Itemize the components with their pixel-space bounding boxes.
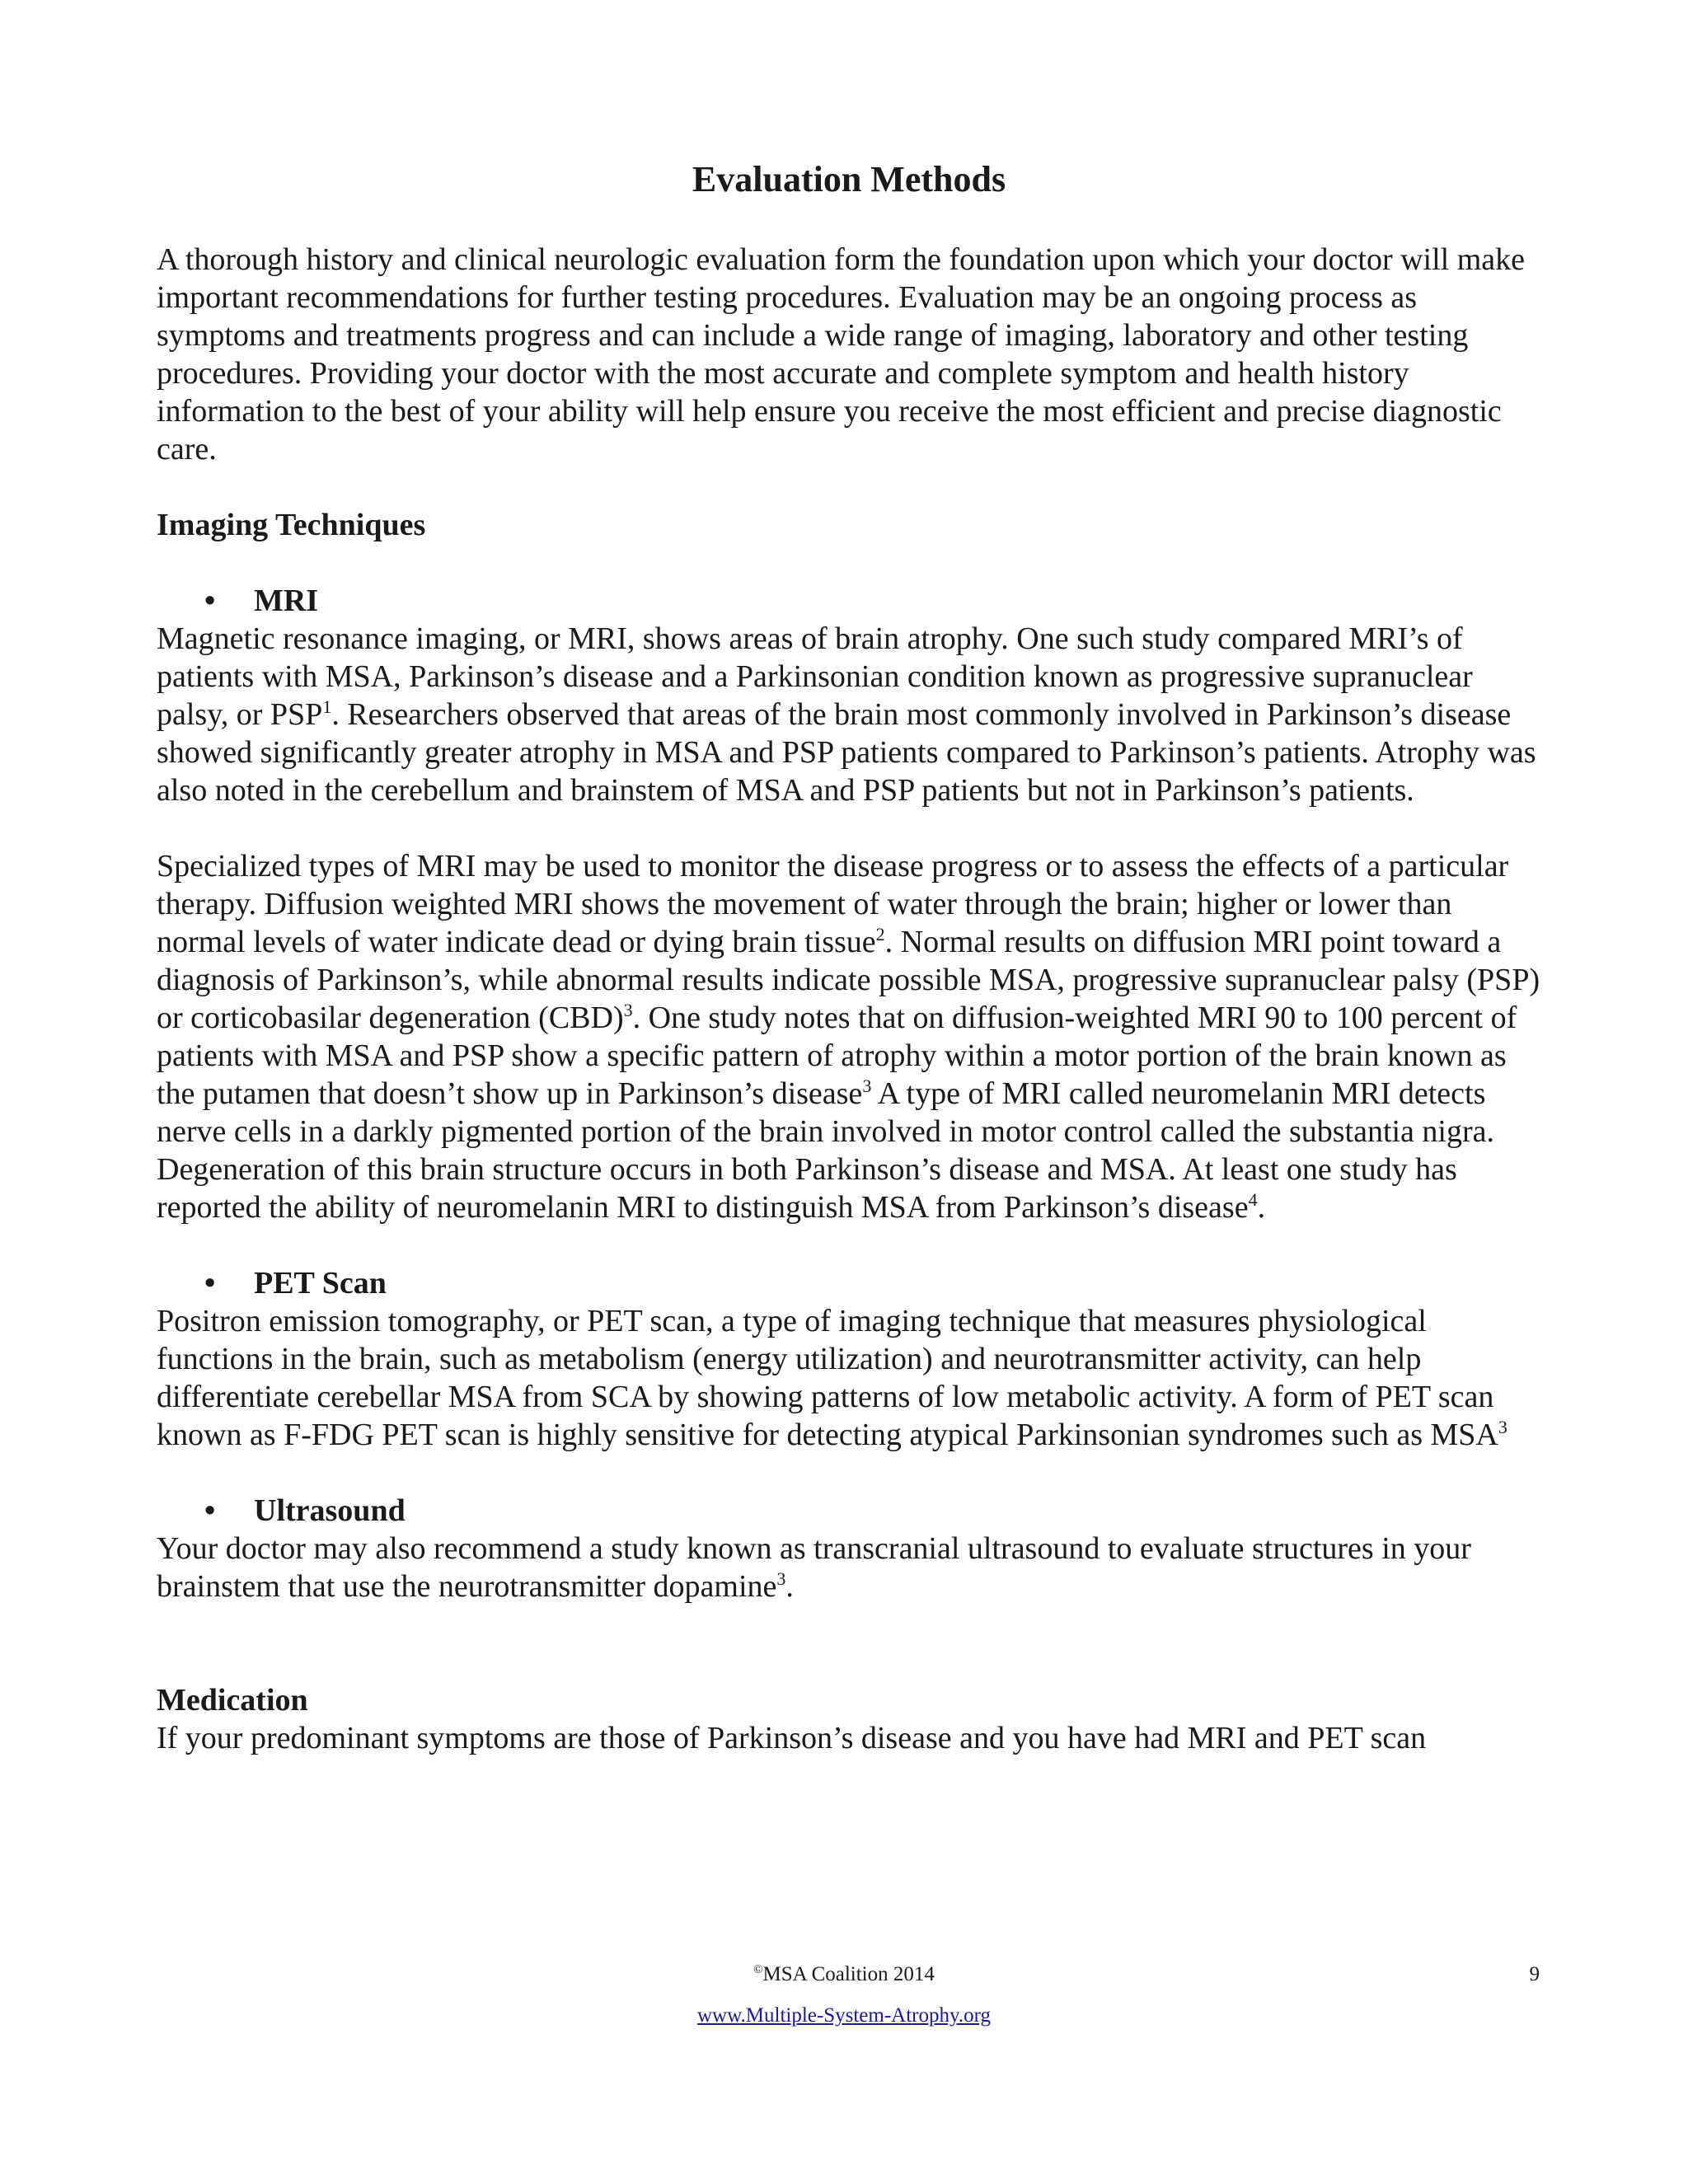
footer-website: [0, 2003, 1688, 2029]
page-number: 9: [1529, 1963, 1540, 1985]
bullet-icon: •: [204, 1493, 216, 1528]
page-title: Evaluation Methods: [692, 159, 1006, 199]
footnote-ref: 3: [623, 1000, 633, 1020]
pet-paragraph: [157, 1302, 1541, 1454]
pet-bullet: [157, 1264, 1541, 1302]
ultrasound-text: Your doctor may also recommend a study known as transcranial ultrasound to evaluate structures in your brainstem that use the neurotransmitter dopamine: [157, 1531, 1471, 1604]
footnote-ref: 4: [1248, 1189, 1258, 1210]
mri-p2-text: Specialized types of MRI may be used to monitor the disease progress or to assess the effects of a particular therapy. Diffusion weighted MRI shows the movement of water through the brain; higher or lower than normal levels of water indicate dead or dying brain tissue: [157, 849, 1509, 959]
mri-p2-text-c: . One study notes that on diffusion-weighted MRI 90 to 100 percent of patients with MSA and PSP show a specific pattern of atrophy within a motor portion of the brain known as the putamen that doesn’t show up in Parkinson’s disease: [157, 1001, 1517, 1111]
mri-p1-text: Magnetic resonance imaging, or MRI, shows areas of brain atrophy. One such study compared MRI’s of patients with MSA, Parkinson’s disease and a Parkinsonian condition known as progressive supranuclear palsy, or PSP: [157, 621, 1473, 732]
footer-copyright: [0, 1961, 1688, 1988]
ultrasound-label: Ultrasound: [254, 1493, 406, 1528]
mri-bullet: [157, 582, 1541, 620]
mri-p2-text-e: .: [1257, 1190, 1266, 1225]
copyright-line: [753, 1963, 935, 1985]
page-content: [157, 155, 1541, 1757]
footnote-ref: 1: [322, 696, 332, 717]
bullet-icon: •: [204, 583, 216, 618]
medication-heading: Medication: [157, 1683, 308, 1718]
footnote-ref: 3: [776, 1568, 786, 1589]
mri-label: MRI: [254, 583, 319, 618]
mri-p1-text-cont: . Researchers observed that areas of the brain most commonly involved in Parkinson’s disease showed significantly greater atrophy in MSA and PSP patients compared to Parkinson’s patients. Atrophy was also noted in the cerebellum and brainstem of MSA and PSP patients but not in Parkinson’s patients.: [157, 697, 1536, 808]
footnote-ref: 3: [1498, 1417, 1507, 1437]
ultrasound-bullet: [157, 1492, 1541, 1530]
pet-text: Positron emission tomography, or PET scan, a type of imaging technique that measures physiological functions in the brain, such as metabolism (energy utilization) and neurotransmitter activity, can help differentiate cerebellar MSA from SCA by showing patterns of low metabolic activity. A form of PET scan known as F-FDG PET scan is highly sensitive for detecting atypical Parkinsonian syndromes such as MSA: [157, 1304, 1498, 1452]
pet-label: PET Scan: [254, 1266, 387, 1301]
mri-paragraph-2: [157, 847, 1541, 1226]
mri-p2-text-d: A type of MRI called neuromelanin MRI detects nerve cells in a darkly pigmented portion of the brain involved in motor control called the substantia nigra. Degeneration of this brain structure occurs in both Parkinson’s disease and MSA. At least one study has reported the ability of neuromelanin MRI to distinguish MSA from Parkinson’s disease: [157, 1076, 1494, 1225]
mri-p2-text-b: . Normal results on diffusion MRI point toward a diagnosis of Parkinson’s, while abnormal results indicate possible MSA, progressive supranuclear palsy (PSP) or corticobasilar degeneration (CBD): [157, 925, 1540, 1035]
ultrasound-paragraph: [157, 1530, 1541, 1605]
intro-paragraph: A thorough history and clinical neurologic evaluation form the foundation upon which your doctor will make important recommendations for further testing procedures. Evaluation may be an ongoing process as symptoms and treatments progress and can include a wide range of imaging, laboratory and other testing procedures. Providing your doctor with the most accurate and complete symptom and health history information to the best of your ability will help ensure you receive the most efficient and precise diagnostic care.: [157, 242, 1526, 466]
medication-paragraph: If your predominant symptoms are those of Parkinson’s disease and you have had MRI and PET scan: [157, 1721, 1427, 1755]
footnote-ref: 2: [875, 924, 885, 944]
bullet-icon: •: [204, 1266, 216, 1301]
website-link[interactable]: www.Multiple-System-Atrophy.org: [697, 2004, 991, 2027]
footnote-ref: 3: [862, 1076, 872, 1096]
ultrasound-text-end: .: [785, 1569, 794, 1604]
copyright-text: MSA Coalition 2014: [762, 1963, 935, 1985]
copyright-symbol: ©: [753, 1963, 763, 1976]
imaging-techniques-heading: Imaging Techniques: [157, 508, 426, 542]
mri-paragraph-1: [157, 620, 1541, 809]
